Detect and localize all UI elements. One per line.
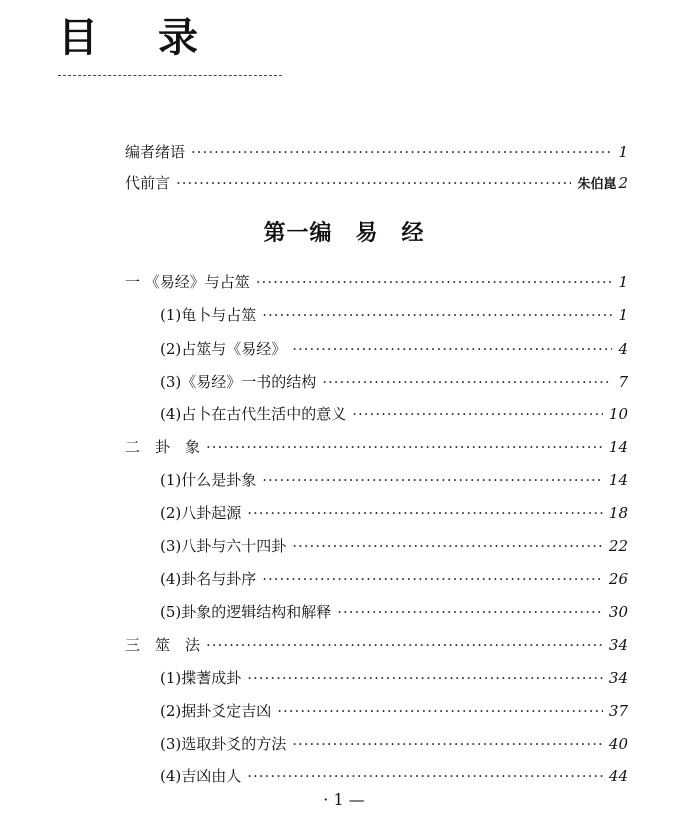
leader-dots (292, 735, 603, 753)
toc-chapter[interactable] (125, 271, 628, 292)
toc-subentry[interactable] (160, 700, 628, 721)
toc-page-number: 40 (608, 735, 628, 753)
toc-entry-label: (1)龟卜与占筮 (160, 306, 257, 324)
title-char-1: 目 (58, 15, 98, 61)
toc-entry-label: (1)什么是卦象 (160, 471, 257, 489)
toc-entry-label: 编者绪语 (125, 143, 186, 161)
title-divider (58, 75, 282, 76)
toc-entry-label: 代前言 (125, 174, 171, 192)
leader-dots (262, 471, 603, 489)
toc-entry-foreword[interactable] (125, 172, 628, 193)
toc-entry-label: 三 筮 法 (125, 636, 201, 654)
toc-author: 朱伯崑 (577, 177, 617, 192)
toc-page-number: 1 (618, 143, 628, 161)
toc-page-number: 30 (608, 603, 628, 621)
toc-subentry[interactable] (160, 338, 628, 359)
leader-dots (256, 273, 613, 291)
toc-subentry[interactable] (160, 502, 628, 523)
leader-dots (277, 702, 603, 720)
toc-page-number: 1 (618, 306, 628, 324)
toc-subentry[interactable] (160, 733, 628, 754)
page-footer: · 1 — (323, 790, 365, 809)
leader-dots (292, 340, 612, 358)
toc-entry-label: (2)占筮与《易经》 (160, 340, 287, 358)
leader-dots (247, 767, 603, 785)
toc-subentry[interactable] (160, 667, 628, 688)
toc-subentry[interactable] (160, 601, 628, 622)
leader-dots (176, 174, 571, 192)
toc-page-number: 22 (608, 537, 628, 555)
toc-entry-label: (4)占卜在古代生活中的意义 (160, 405, 347, 423)
leader-dots (352, 405, 603, 423)
toc-page-number: 34 (608, 669, 628, 687)
toc-page-number: 14 (608, 438, 628, 456)
leader-dots (247, 669, 603, 687)
leader-dots (247, 504, 603, 522)
toc-entry-label: (2)据卦爻定吉凶 (160, 702, 272, 720)
leader-dots (262, 570, 603, 588)
toc-subentry[interactable] (160, 469, 628, 490)
toc-entry-label: (5)卦象的逻辑结构和解释 (160, 603, 332, 621)
toc-entry-label: (4)吉凶由人 (160, 767, 242, 785)
toc-subentry[interactable] (160, 535, 628, 556)
toc-entry-label: (2)八卦起源 (160, 504, 242, 522)
toc-page-number: 1 (618, 273, 628, 291)
toc-page-number: 44 (608, 767, 628, 785)
toc-chapter[interactable] (125, 634, 628, 655)
toc-entry-preface[interactable] (125, 141, 628, 162)
toc-subentry[interactable] (160, 371, 628, 392)
toc-page-number: 14 (608, 471, 628, 489)
leader-dots (206, 636, 603, 654)
leader-dots (337, 603, 603, 621)
leader-dots (292, 537, 603, 555)
toc-entry-label: 一 《易经》与占筮 (125, 273, 250, 291)
toc-page-number: 26 (608, 570, 628, 588)
toc-entry-label: 二 卦 象 (125, 438, 201, 456)
toc-subentry[interactable] (160, 568, 628, 589)
toc-entry-label: (3)《易经》一书的结构 (160, 373, 317, 391)
toc-entry-label: (4)卦名与卦序 (160, 570, 257, 588)
toc-page-number: 4 (618, 340, 628, 358)
toc-entry-label: (3)选取卦爻的方法 (160, 735, 287, 753)
leader-dots (191, 143, 612, 161)
leader-dots (262, 306, 612, 324)
toc-subentry[interactable] (160, 765, 628, 786)
toc-chapter[interactable] (125, 436, 628, 457)
toc-page-number: 2 (618, 174, 628, 192)
toc-entry-label: (1)揲蓍成卦 (160, 669, 242, 687)
toc-page-number: 7 (618, 373, 628, 391)
toc-subentry[interactable] (160, 403, 628, 424)
toc-entry-label: (3)八卦与六十四卦 (160, 537, 287, 555)
section-heading: 第一编 易 经 (263, 221, 425, 246)
leader-dots (206, 438, 603, 456)
page-title (58, 6, 198, 63)
toc-page-number: 18 (608, 504, 628, 522)
toc-page-number: 10 (608, 405, 628, 423)
leader-dots (322, 373, 612, 391)
toc-page-number: 34 (608, 636, 628, 654)
title-char-2: 录 (158, 15, 198, 61)
toc-page-number: 37 (608, 702, 628, 720)
toc-subentry[interactable] (160, 304, 628, 325)
